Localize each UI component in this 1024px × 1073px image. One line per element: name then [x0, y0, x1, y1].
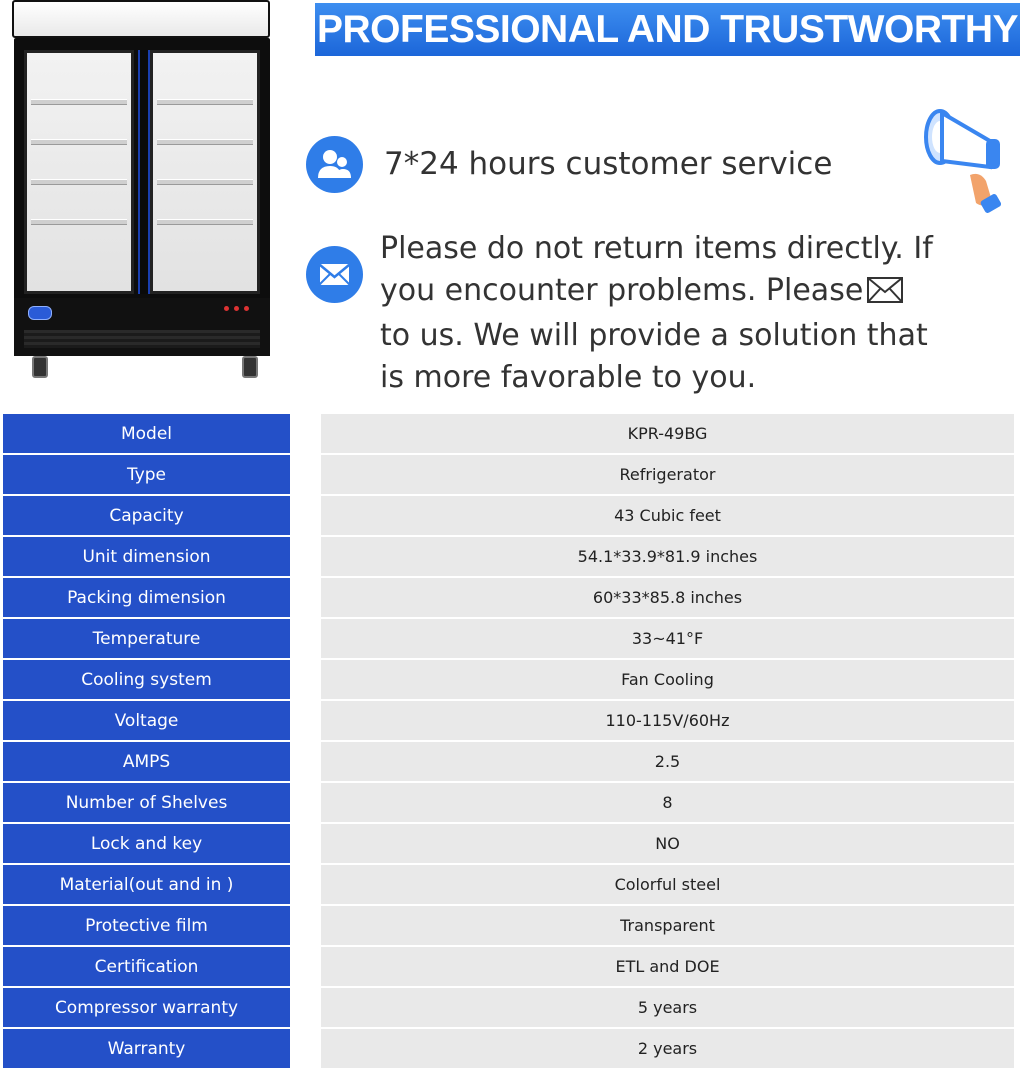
spec-value: 2 years	[321, 1029, 1014, 1068]
spec-row	[0, 701, 1024, 742]
fridge-door-divider	[138, 50, 150, 294]
spec-value: NO	[321, 824, 1014, 863]
spec-label: Type	[3, 455, 290, 494]
fridge-door-left	[24, 50, 134, 294]
spec-label: Lock and key	[3, 824, 290, 863]
spec-value: 8	[321, 783, 1014, 822]
spec-row	[0, 906, 1024, 947]
spec-value: 5 years	[321, 988, 1014, 1027]
spec-row	[0, 824, 1024, 865]
spec-label: Number of Shelves	[3, 783, 290, 822]
spec-label: Temperature	[3, 619, 290, 658]
spec-row	[0, 988, 1024, 1029]
spec-table	[0, 414, 1024, 1070]
megaphone-icon	[920, 105, 1010, 215]
spec-value: 2.5	[321, 742, 1014, 781]
spec-row	[0, 660, 1024, 701]
spec-row	[0, 865, 1024, 906]
spec-label: AMPS	[3, 742, 290, 781]
banner-title: PROFESSIONAL AND TRUSTWORTHY	[315, 3, 1020, 56]
envelope-icon	[867, 273, 903, 315]
fridge-cabinet	[14, 38, 270, 356]
spec-row	[0, 537, 1024, 578]
spec-label: Unit dimension	[3, 537, 290, 576]
spec-value: 110-115V/60Hz	[321, 701, 1014, 740]
notice-line-3: to us. We will provide a solution that	[380, 318, 928, 353]
fridge-door-right	[150, 50, 260, 294]
spec-value: Refrigerator	[321, 455, 1014, 494]
spec-label: Packing dimension	[3, 578, 290, 617]
spec-value: 43 Cubic feet	[321, 496, 1014, 535]
product-image-refrigerator	[12, 0, 272, 380]
fridge-logo-badge	[28, 306, 52, 320]
return-notice	[380, 228, 980, 399]
spec-row	[0, 742, 1024, 783]
spec-value: ETL and DOE	[321, 947, 1014, 986]
notice-line-1: Please do not return items directly. If	[380, 231, 933, 266]
spec-label: Cooling system	[3, 660, 290, 699]
spec-row	[0, 455, 1024, 496]
spec-label: Material(out and in )	[3, 865, 290, 904]
spec-row	[0, 1029, 1024, 1070]
spec-value: Fan Cooling	[321, 660, 1014, 699]
spec-value: 54.1*33.9*81.9 inches	[321, 537, 1014, 576]
spec-value: Transparent	[321, 906, 1014, 945]
spec-row	[0, 619, 1024, 660]
spec-row	[0, 414, 1024, 455]
spec-value: KPR-49BG	[321, 414, 1014, 453]
fridge-caster-right	[242, 356, 258, 378]
spec-row	[0, 783, 1024, 824]
fridge-caster-left	[32, 356, 48, 378]
customer-service-text: 7*24 hours customer service	[384, 146, 833, 182]
spec-label: Warranty	[3, 1029, 290, 1068]
customer-service-icon	[306, 136, 363, 193]
spec-label: Protective film	[3, 906, 290, 945]
notice-line-4: is more favorable to you.	[380, 360, 757, 395]
spec-label: Compressor warranty	[3, 988, 290, 1027]
spec-value: 60*33*85.8 inches	[321, 578, 1014, 617]
fridge-vent	[24, 330, 260, 348]
spec-row	[0, 496, 1024, 537]
notice-line-2: you encounter problems. Please	[380, 270, 980, 315]
spec-row	[0, 578, 1024, 619]
spec-label: Model	[3, 414, 290, 453]
spec-label: Capacity	[3, 496, 290, 535]
spec-value: Colorful steel	[321, 865, 1014, 904]
spec-label: Certification	[3, 947, 290, 986]
spec-label: Voltage	[3, 701, 290, 740]
mail-icon	[306, 246, 363, 303]
spec-value: 33~41°F	[321, 619, 1014, 658]
spec-row	[0, 947, 1024, 988]
fridge-top-sign	[12, 0, 270, 38]
